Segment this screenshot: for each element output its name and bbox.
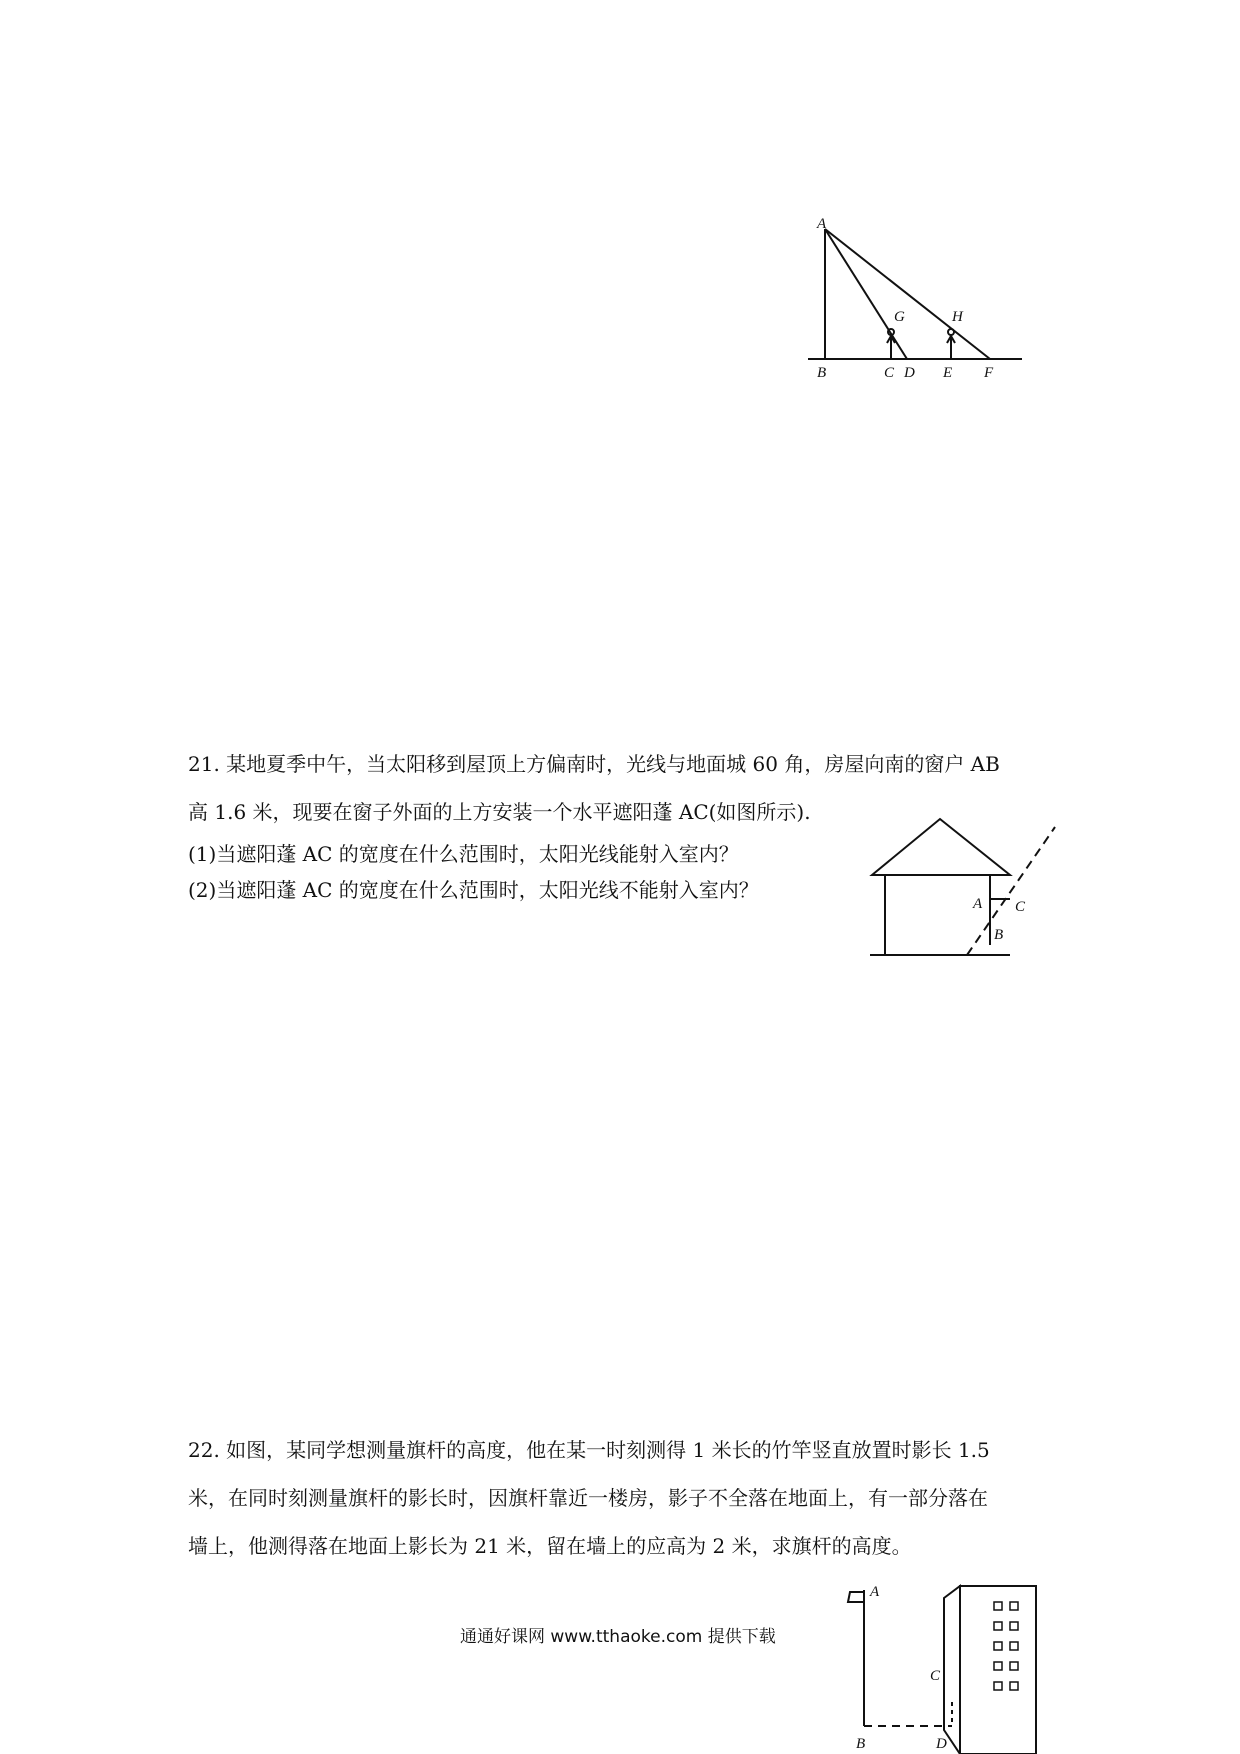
question-22 bbox=[188, 1426, 1058, 1570]
figure-house-awning bbox=[860, 815, 1075, 965]
q22-line-1: 22. 如图，某同学想测量旗杆的高度，他在某一时刻测得 1 米长的竹竿竖直放置时影长 1.5 bbox=[188, 1438, 990, 1462]
fig2-label-c: C bbox=[1015, 899, 1026, 915]
q22-line-2: 米，在同时刻测量旗杆的影长时，因旗杆靠近一楼房，影子不全落在地面上，有一部分落在 bbox=[188, 1486, 988, 1510]
figure-flagpole-building bbox=[840, 1578, 1060, 1754]
q21-line-1: 21. 某地夏季中午，当太阳移到屋顶上方偏南时，光线与地面城 60 角，房屋向南的窗户 AB bbox=[188, 752, 1000, 776]
fig2-label-b: B bbox=[994, 927, 1004, 943]
fig1-label-e: E bbox=[943, 365, 953, 381]
fig1-label-f: F bbox=[984, 365, 994, 381]
footer-download-note: 通通好课网 www.tthaoke.com 提供下载 bbox=[460, 1627, 776, 1647]
fig3-label-c: C bbox=[930, 1668, 941, 1684]
fig1-label-b: B bbox=[817, 365, 827, 381]
fig3-label-a: A bbox=[870, 1584, 880, 1600]
q22-line-3: 墙上，他测得落在地面上影长为 21 米，留在墙上的应高为 2 米，求旗杆的高度。 bbox=[188, 1534, 912, 1558]
fig1-label-d: D bbox=[904, 365, 915, 381]
q21-subquestion-2: (2)当遮阳蓬 AC 的宽度在什么范围时，太阳光线不能射入室内？ bbox=[188, 878, 759, 902]
fig2-label-a: A bbox=[973, 896, 983, 912]
fig1-label-g: G bbox=[894, 309, 905, 325]
q21-line-2: 高 1.6 米，现要在窗子外面的上方安装一个水平遮阳蓬 AC(如图所示). bbox=[188, 800, 811, 824]
fig3-label-b: B bbox=[856, 1736, 866, 1752]
fig1-label-a: A bbox=[817, 216, 827, 232]
q21-subquestion-1: (1)当遮阳蓬 AC 的宽度在什么范围时，太阳光线能射入室内？ bbox=[188, 842, 739, 866]
fig3-label-d: D bbox=[936, 1736, 947, 1752]
figure-shadow-triangles bbox=[800, 215, 1040, 385]
fig1-label-c: C bbox=[884, 365, 895, 381]
fig1-label-h: H bbox=[952, 309, 963, 325]
